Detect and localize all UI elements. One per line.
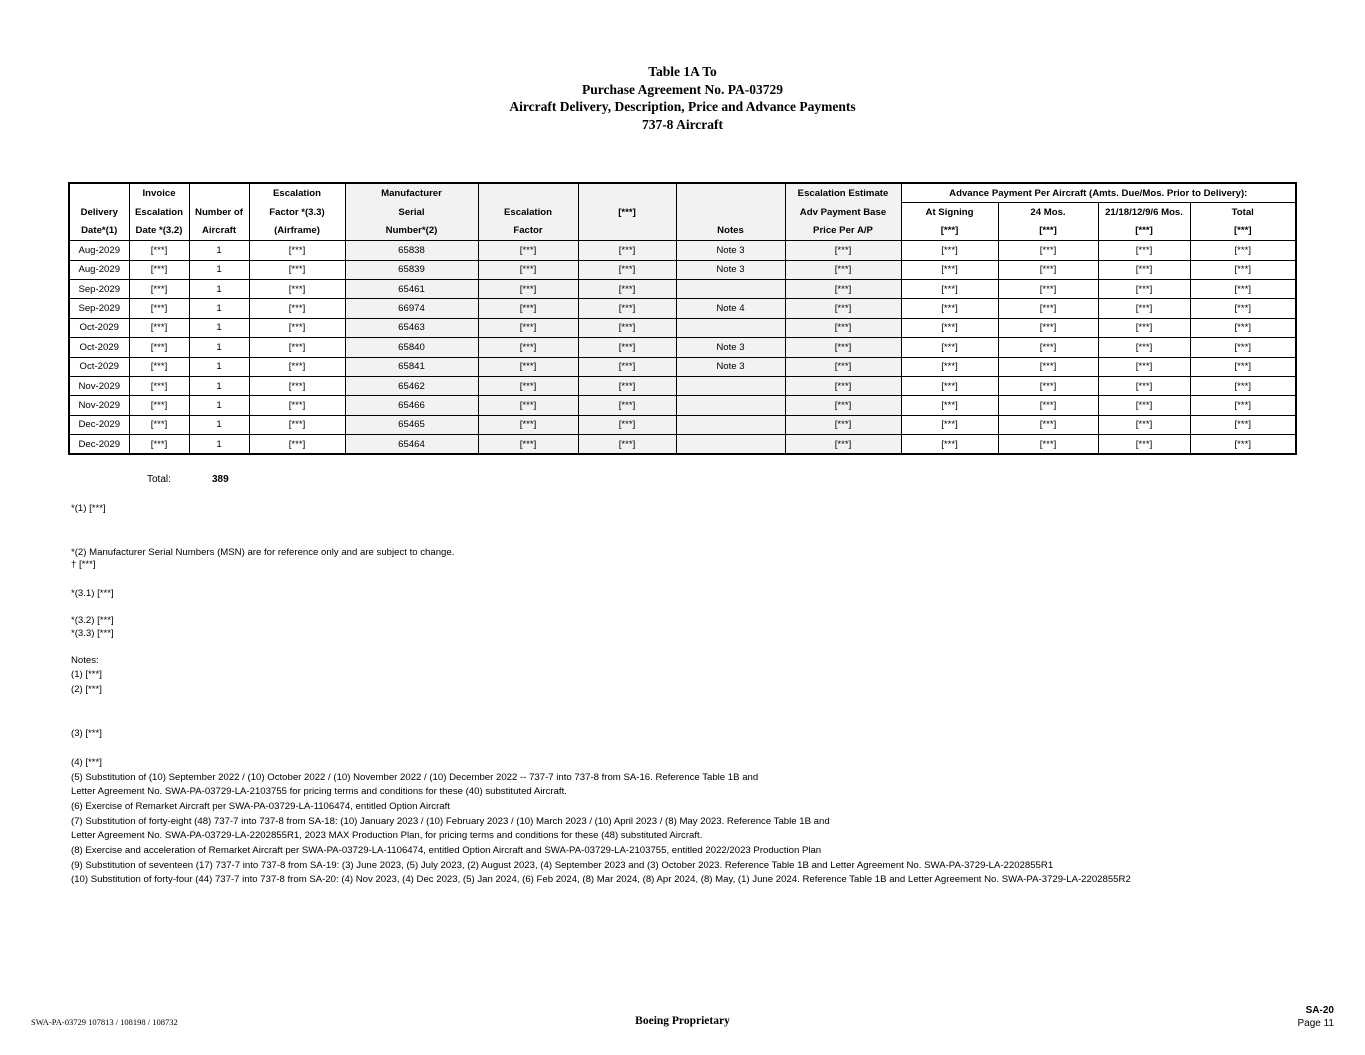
cell-escalation-factor-airframe: [***] xyxy=(249,318,345,337)
header-invoice-1: Invoice xyxy=(129,183,189,203)
cell-serial-number: 65466 xyxy=(345,396,478,415)
cell-aircraft-count: 1 xyxy=(189,357,249,376)
cell-adv-payment-base: [***] xyxy=(785,318,901,337)
note-6: (6) Exercise of Remarket Aircraft per SWA-PA-03729-LA-1106474, entitled Option Aircraft xyxy=(71,801,450,812)
cell-escalation-factor-airframe: [***] xyxy=(249,338,345,357)
header-notes-3: Notes xyxy=(676,222,785,241)
cell-serial-number: 65839 xyxy=(345,260,478,279)
cell-delivery-date: Nov-2029 xyxy=(69,376,129,395)
cell-delivery-date: Nov-2029 xyxy=(69,396,129,415)
note-8: (8) Exercise and acceleration of Remarket Aircraft per SWA-PA-03729-LA-1106474, entitled Option Aircraft and SWA-PA-03729-LA-2103755, entitled 2022/2023 Production Plan xyxy=(71,845,822,856)
delivery-schedule-table xyxy=(68,182,1297,455)
header-total-sub: [***] xyxy=(1190,222,1296,241)
footer-document-id: SWA-PA-03729 107813 / 108198 / 108732 xyxy=(31,1017,178,1027)
cell-escalation-factor: [***] xyxy=(478,241,578,260)
cell-aircraft-count: 1 xyxy=(189,241,249,260)
footnote-3-2: *(3.2) [***] xyxy=(71,615,114,626)
cell-total: [***] xyxy=(1190,376,1296,395)
cell-delivery-date: Dec-2029 xyxy=(69,415,129,434)
cell-at-signing: [***] xyxy=(901,241,998,260)
cell-redacted-value: [***] xyxy=(578,338,676,357)
footnote-3-1: *(3.1) [***] xyxy=(71,588,114,599)
footnote-2: *(2) Manufacturer Serial Numbers (MSN) are for reference only and are subject to change. xyxy=(71,547,455,558)
header-24-mos-sub: [***] xyxy=(998,222,1098,241)
cell-at-signing: [***] xyxy=(901,299,998,318)
header-invoice-2: Escalation xyxy=(129,203,189,222)
cell-serial-number: 65463 xyxy=(345,318,478,337)
header-estimate-3: Price Per A/P xyxy=(785,222,901,241)
header-at-signing-sub: [***] xyxy=(901,222,998,241)
cell-invoice-date: [***] xyxy=(129,260,189,279)
cell-serial-number: 65462 xyxy=(345,376,478,395)
cell-redacted-value: [***] xyxy=(578,376,676,395)
cell-redacted-value: [***] xyxy=(578,415,676,434)
note-5-line-2: Letter Agreement No. SWA-PA-03729-LA-2103755 for pricing terms and conditions for these (40) substituted Aircraft. xyxy=(71,786,567,797)
header-24-mos: 24 Mos. xyxy=(998,203,1098,222)
header-estimate-1: Escalation Estimate xyxy=(785,183,901,203)
cell-escalation-factor: [***] xyxy=(478,435,578,455)
cell-aircraft-count: 1 xyxy=(189,260,249,279)
header-redacted-3 xyxy=(578,222,676,241)
cell-escalation-factor-airframe: [***] xyxy=(249,435,345,455)
cell-mos-24: [***] xyxy=(998,318,1098,337)
cell-notes xyxy=(676,279,785,298)
cell-invoice-date: [***] xyxy=(129,357,189,376)
table-row xyxy=(69,357,1296,376)
header-delivery-2: Delivery xyxy=(69,203,129,222)
cell-at-signing: [***] xyxy=(901,338,998,357)
cell-notes xyxy=(676,435,785,455)
footnote-1: *(1) [***] xyxy=(71,503,106,514)
cell-mos-24: [***] xyxy=(998,415,1098,434)
header-number-2: Number of xyxy=(189,203,249,222)
cell-redacted-value: [***] xyxy=(578,241,676,260)
cell-mos-24: [***] xyxy=(998,357,1098,376)
header-delivery-1 xyxy=(69,183,129,203)
cell-adv-payment-base: [***] xyxy=(785,357,901,376)
cell-notes: Note 4 xyxy=(676,299,785,318)
header-advance-payment-group: Advance Payment Per Aircraft (Amts. Due/Mos. Prior to Delivery): xyxy=(901,183,1296,203)
title-line-2: Purchase Agreement No. PA-03729 xyxy=(582,81,783,97)
header-escalation-factor-1: Escalation xyxy=(249,183,345,203)
cell-aircraft-count: 1 xyxy=(189,415,249,434)
header-redacted-1 xyxy=(578,183,676,203)
cell-invoice-date: [***] xyxy=(129,376,189,395)
cell-notes xyxy=(676,415,785,434)
cell-mos-24: [***] xyxy=(998,435,1098,455)
cell-serial-number: 65838 xyxy=(345,241,478,260)
cell-mos-21-18-12-9-6: [***] xyxy=(1098,338,1190,357)
cell-escalation-factor: [***] xyxy=(478,357,578,376)
title-line-3: Aircraft Delivery, Description, Price and Advance Payments xyxy=(509,99,856,114)
cell-escalation-factor-airframe: [***] xyxy=(249,279,345,298)
header-notes-2 xyxy=(676,203,785,222)
note-3: (3) [***] xyxy=(71,728,102,739)
cell-serial-number: 66974 xyxy=(345,299,478,318)
cell-invoice-date: [***] xyxy=(129,415,189,434)
cell-escalation-factor-airframe: [***] xyxy=(249,415,345,434)
cell-delivery-date: Sep-2029 xyxy=(69,299,129,318)
total-label: Total: xyxy=(147,474,171,485)
cell-total: [***] xyxy=(1190,260,1296,279)
cell-invoice-date: [***] xyxy=(129,435,189,455)
cell-adv-payment-base: [***] xyxy=(785,260,901,279)
total-value: 389 xyxy=(212,474,229,485)
title-line-4: 737-8 Aircraft xyxy=(641,116,724,132)
header-escalation-factor-3: (Airframe) xyxy=(249,222,345,241)
cell-invoice-date: [***] xyxy=(129,241,189,260)
cell-delivery-date: Oct-2029 xyxy=(69,318,129,337)
table-row xyxy=(69,396,1296,415)
notes-label: Notes: xyxy=(71,655,99,666)
cell-escalation-factor-airframe: [***] xyxy=(249,396,345,415)
header-escalation-factor-2: Factor *(3.3) xyxy=(249,203,345,222)
cell-mos-21-18-12-9-6: [***] xyxy=(1098,260,1190,279)
cell-adv-payment-base: [***] xyxy=(785,241,901,260)
header-esc-factor-3: Factor xyxy=(478,222,578,241)
cell-mos-21-18-12-9-6: [***] xyxy=(1098,279,1190,298)
note-4: (4) [***] xyxy=(71,757,102,768)
cell-mos-21-18-12-9-6: [***] xyxy=(1098,318,1190,337)
cell-mos-24: [***] xyxy=(998,279,1098,298)
footnote-3-3: *(3.3) [***] xyxy=(71,628,114,639)
cell-adv-payment-base: [***] xyxy=(785,338,901,357)
footer-page-number: Page 11 xyxy=(1297,1018,1334,1029)
cell-escalation-factor-airframe: [***] xyxy=(249,357,345,376)
cell-mos-21-18-12-9-6: [***] xyxy=(1098,357,1190,376)
cell-total: [***] xyxy=(1190,357,1296,376)
cell-invoice-date: [***] xyxy=(129,396,189,415)
cell-total: [***] xyxy=(1190,241,1296,260)
cell-delivery-date: Oct-2029 xyxy=(69,357,129,376)
header-21-mos-sub: [***] xyxy=(1098,222,1190,241)
cell-redacted-value: [***] xyxy=(578,279,676,298)
cell-total: [***] xyxy=(1190,279,1296,298)
cell-mos-21-18-12-9-6: [***] xyxy=(1098,241,1190,260)
header-manufacturer-2: Serial xyxy=(345,203,478,222)
table-row xyxy=(69,241,1296,260)
cell-notes: Note 3 xyxy=(676,338,785,357)
cell-total: [***] xyxy=(1190,299,1296,318)
cell-redacted-value: [***] xyxy=(578,299,676,318)
header-total: Total xyxy=(1190,203,1296,222)
cell-adv-payment-base: [***] xyxy=(785,299,901,318)
cell-escalation-factor: [***] xyxy=(478,338,578,357)
cell-at-signing: [***] xyxy=(901,357,998,376)
table-row xyxy=(69,279,1296,298)
cell-aircraft-count: 1 xyxy=(189,376,249,395)
header-manufacturer-3: Number*(2) xyxy=(345,222,478,241)
cell-escalation-factor-airframe: [***] xyxy=(249,241,345,260)
cell-redacted-value: [***] xyxy=(578,318,676,337)
cell-escalation-factor-airframe: [***] xyxy=(249,376,345,395)
cell-aircraft-count: 1 xyxy=(189,299,249,318)
note-7-line-2: Letter Agreement No. SWA-PA-03729-LA-2202855R1, 2023 MAX Production Plan, for pricing terms and conditions for these (48) substituted Aircraft. xyxy=(71,830,703,841)
cell-total: [***] xyxy=(1190,435,1296,455)
cell-redacted-value: [***] xyxy=(578,260,676,279)
cell-notes xyxy=(676,376,785,395)
cell-redacted-value: [***] xyxy=(578,435,676,455)
cell-mos-24: [***] xyxy=(998,299,1098,318)
cell-total: [***] xyxy=(1190,396,1296,415)
cell-serial-number: 65465 xyxy=(345,415,478,434)
note-9: (9) Substitution of seventeen (17) 737-7 into 737-8 from SA-19: (3) June 2023, (5) July 2023, (2) August 2023, (4) September 2023 and (3) October 2023. Reference Table 1B and Letter Agreement No. SWA-PA-3729-LA-2202855R1 xyxy=(71,860,1054,871)
note-10: (10) Substitution of forty-four (44) 737-7 into 737-8 from SA-20: (4) Nov 2023, (4) Dec 2023, (5) Jan 2024, (6) Feb 2024, (8) Mar 2024, (8) Apr 2024, (8) May, (1) June 2024. Reference Table 1B and Letter Agreement No. SWA-PA-3729-LA-2202855R2 xyxy=(71,874,1131,885)
cell-invoice-date: [***] xyxy=(129,279,189,298)
header-invoice-3: Date *(3.2) xyxy=(129,222,189,241)
cell-mos-21-18-12-9-6: [***] xyxy=(1098,396,1190,415)
cell-mos-21-18-12-9-6: [***] xyxy=(1098,435,1190,455)
cell-at-signing: [***] xyxy=(901,279,998,298)
footer-supplement: SA-20 xyxy=(1305,1005,1334,1016)
note-7-line-1: (7) Substitution of forty-eight (48) 737-7 into 737-8 from SA-18: (10) January 2023 / (10) February 2023 / (10) March 2023 / (10) April 2023 / (8) May 2023. Reference Table 1B and xyxy=(71,816,830,827)
header-number-1 xyxy=(189,183,249,203)
cell-total: [***] xyxy=(1190,318,1296,337)
cell-delivery-date: Oct-2029 xyxy=(69,338,129,357)
cell-notes: Note 3 xyxy=(676,357,785,376)
note-5-line-1: (5) Substitution of (10) September 2022 / (10) October 2022 / (10) November 2022 / (10) December 2022 -- 737-7 into 737-8 from SA-16. Reference Table 1B and xyxy=(71,772,759,783)
cell-adv-payment-base: [***] xyxy=(785,396,901,415)
table-row xyxy=(69,318,1296,337)
cell-invoice-date: [***] xyxy=(129,338,189,357)
cell-aircraft-count: 1 xyxy=(189,318,249,337)
table-row xyxy=(69,376,1296,395)
cell-redacted-value: [***] xyxy=(578,396,676,415)
table-row xyxy=(69,299,1296,318)
cell-invoice-date: [***] xyxy=(129,318,189,337)
cell-at-signing: [***] xyxy=(901,415,998,434)
cell-adv-payment-base: [***] xyxy=(785,435,901,455)
cell-mos-21-18-12-9-6: [***] xyxy=(1098,299,1190,318)
cell-mos-21-18-12-9-6: [***] xyxy=(1098,415,1190,434)
table-row xyxy=(69,435,1296,455)
cell-notes: Note 3 xyxy=(676,241,785,260)
header-at-signing: At Signing xyxy=(901,203,998,222)
document-title xyxy=(0,63,1365,133)
cell-escalation-factor-airframe: [***] xyxy=(249,299,345,318)
cell-escalation-factor: [***] xyxy=(478,260,578,279)
cell-mos-24: [***] xyxy=(998,338,1098,357)
cell-escalation-factor: [***] xyxy=(478,415,578,434)
note-2: (2) [***] xyxy=(71,684,102,695)
cell-at-signing: [***] xyxy=(901,318,998,337)
header-delivery-3: Date*(1) xyxy=(69,222,129,241)
cell-mos-24: [***] xyxy=(998,396,1098,415)
header-esc-factor-2: Escalation xyxy=(478,203,578,222)
cell-aircraft-count: 1 xyxy=(189,396,249,415)
cell-delivery-date: Dec-2029 xyxy=(69,435,129,455)
table-row xyxy=(69,338,1296,357)
header-manufacturer-1: Manufacturer xyxy=(345,183,478,203)
cell-adv-payment-base: [***] xyxy=(785,376,901,395)
cell-aircraft-count: 1 xyxy=(189,338,249,357)
cell-escalation-factor-airframe: [***] xyxy=(249,260,345,279)
cell-notes xyxy=(676,396,785,415)
cell-escalation-factor: [***] xyxy=(478,396,578,415)
cell-serial-number: 65464 xyxy=(345,435,478,455)
cell-escalation-factor: [***] xyxy=(478,318,578,337)
cell-aircraft-count: 1 xyxy=(189,435,249,455)
cell-at-signing: [***] xyxy=(901,435,998,455)
note-1: (1) [***] xyxy=(71,669,102,680)
cell-total: [***] xyxy=(1190,338,1296,357)
cell-serial-number: 65840 xyxy=(345,338,478,357)
cell-mos-21-18-12-9-6: [***] xyxy=(1098,376,1190,395)
cell-aircraft-count: 1 xyxy=(189,279,249,298)
cell-at-signing: [***] xyxy=(901,376,998,395)
footer-proprietary: Boeing Proprietary xyxy=(635,1015,730,1027)
header-esc-factor-1 xyxy=(478,183,578,203)
cell-serial-number: 65841 xyxy=(345,357,478,376)
cell-notes: Note 3 xyxy=(676,260,785,279)
schedule-rows xyxy=(69,241,1296,455)
cell-serial-number: 65461 xyxy=(345,279,478,298)
table-row xyxy=(69,415,1296,434)
cell-adv-payment-base: [***] xyxy=(785,279,901,298)
header-number-3: Aircraft xyxy=(189,222,249,241)
cell-delivery-date: Aug-2029 xyxy=(69,241,129,260)
title-line-1: Table 1A To xyxy=(648,64,717,79)
table-row xyxy=(69,260,1296,279)
cell-escalation-factor: [***] xyxy=(478,299,578,318)
cell-escalation-factor: [***] xyxy=(478,279,578,298)
header-estimate-2: Adv Payment Base xyxy=(785,203,901,222)
header-notes-1 xyxy=(676,183,785,203)
cell-mos-24: [***] xyxy=(998,260,1098,279)
cell-total: [***] xyxy=(1190,415,1296,434)
cell-delivery-date: Sep-2029 xyxy=(69,279,129,298)
footnote-dagger: † [***] xyxy=(71,559,96,570)
cell-delivery-date: Aug-2029 xyxy=(69,260,129,279)
cell-mos-24: [***] xyxy=(998,241,1098,260)
cell-redacted-value: [***] xyxy=(578,357,676,376)
header-redacted-2: [***] xyxy=(578,203,676,222)
cell-at-signing: [***] xyxy=(901,396,998,415)
cell-at-signing: [***] xyxy=(901,260,998,279)
cell-invoice-date: [***] xyxy=(129,299,189,318)
cell-mos-24: [***] xyxy=(998,376,1098,395)
cell-escalation-factor: [***] xyxy=(478,376,578,395)
cell-adv-payment-base: [***] xyxy=(785,415,901,434)
header-21-mos: 21/18/12/9/6 Mos. xyxy=(1098,203,1190,222)
cell-notes xyxy=(676,318,785,337)
